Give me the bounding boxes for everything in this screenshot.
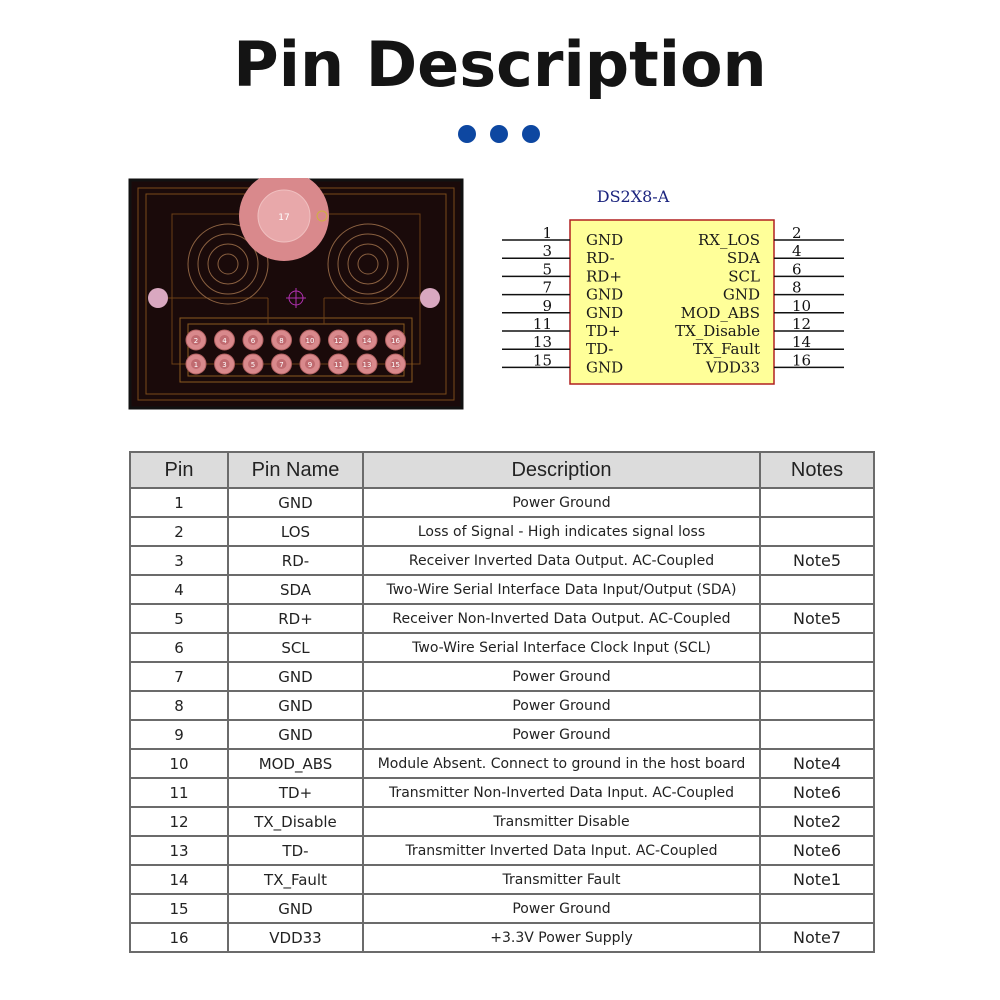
cell-pin-name: GND — [228, 488, 363, 517]
schematic-pin-name: TX_Fault — [692, 340, 760, 359]
cell-pin: 2 — [130, 517, 228, 546]
cell-pin: 16 — [130, 923, 228, 952]
table-row — [130, 894, 874, 923]
cell-notes — [760, 691, 874, 720]
pcb-pad-17-label: 17 — [278, 213, 290, 223]
cell-pin-name: SCL — [228, 633, 363, 662]
cell-pin-name: GND — [228, 691, 363, 720]
cell-pin: 15 — [130, 894, 228, 923]
schematic-pin-name: RD+ — [586, 267, 622, 286]
schematic-pin-name: TD+ — [586, 322, 621, 340]
dot-icon — [522, 125, 540, 143]
dot-icon — [490, 125, 508, 143]
pcb-pad-label: 10 — [305, 337, 315, 345]
cell-notes: Note2 — [760, 807, 874, 836]
cell-pin-name: GND — [228, 894, 363, 923]
schematic-pin-number: 14 — [792, 333, 812, 352]
schematic-pin-number: 15 — [532, 351, 552, 370]
cell-pin: 4 — [130, 575, 228, 604]
cell-pin: 13 — [130, 836, 228, 865]
cell-pin: 14 — [130, 865, 228, 894]
table-row — [130, 575, 874, 604]
cell-notes: Note1 — [760, 865, 874, 894]
table-row — [130, 517, 874, 546]
pcb-pad-label: 12 — [334, 337, 343, 345]
table-row — [130, 633, 874, 662]
pcb-pad-label: 8 — [279, 337, 284, 345]
cell-notes — [760, 894, 874, 923]
table-row — [130, 749, 874, 778]
schematic-pin-name: VDD33 — [706, 358, 760, 377]
schematic-pin-number: 6 — [792, 260, 802, 279]
cell-pin-name: RD+ — [228, 604, 363, 633]
cell-description: Transmitter Disable — [363, 807, 760, 836]
schematic-pin-number: 7 — [542, 278, 552, 297]
cell-notes: Note5 — [760, 604, 874, 633]
schematic-pin-name: TD- — [586, 340, 614, 359]
cell-description: Power Ground — [363, 662, 760, 691]
schematic-pin-number: 8 — [792, 278, 802, 297]
table-row — [130, 923, 874, 952]
cell-notes — [760, 517, 874, 546]
table-row — [130, 836, 874, 865]
schematic-pin-name: GND — [586, 231, 624, 249]
pcb-pad-label: 3 — [222, 361, 227, 369]
schematic-pin-number: 1 — [542, 224, 552, 242]
pcb-pad-label: 11 — [334, 361, 343, 369]
cell-pin: 1 — [130, 488, 228, 517]
pcb-pad-label: 6 — [250, 337, 256, 345]
cell-description: Power Ground — [363, 894, 760, 923]
cell-pin: 8 — [130, 691, 228, 720]
schematic-pin-name: GND — [586, 285, 624, 304]
cell-pin: 11 — [130, 778, 228, 807]
cell-pin-name: TD- — [228, 836, 363, 865]
header-pin: Pin — [130, 452, 228, 488]
table-row — [130, 488, 874, 517]
cell-description: Receiver Inverted Data Output. AC-Coupled — [363, 546, 760, 575]
table-row — [130, 604, 874, 633]
cell-pin: 7 — [130, 662, 228, 691]
schematic-pin-name: MOD_ABS — [680, 303, 760, 322]
cell-pin-name: VDD33 — [228, 923, 363, 952]
schematic-pin-number: 3 — [542, 242, 552, 261]
table-row — [130, 662, 874, 691]
table-row — [130, 691, 874, 720]
schematic-pin-number: 16 — [792, 351, 812, 370]
cell-description: Power Ground — [363, 488, 760, 517]
cell-pin: 10 — [130, 749, 228, 778]
cell-pin-name: GND — [228, 662, 363, 691]
cell-pin: 9 — [130, 720, 228, 749]
cell-pin-name: TX_Disable — [228, 807, 363, 836]
page-title: Pin Description — [233, 28, 767, 101]
cell-description: Power Ground — [363, 691, 760, 720]
schematic-pin-name: SCL — [728, 267, 760, 286]
table-row — [130, 720, 874, 749]
cell-notes: Note6 — [760, 836, 874, 865]
pcb-pad-label: 2 — [193, 337, 199, 345]
pcb-pad-label: 14 — [362, 337, 372, 345]
schematic-pin-name: GND — [586, 358, 624, 377]
pcb-pad-label: 1 — [193, 361, 199, 369]
cell-description: Power Ground — [363, 720, 760, 749]
cell-notes — [760, 720, 874, 749]
schematic-pin-number: 5 — [542, 260, 552, 279]
schematic-pin-number: 13 — [532, 333, 552, 352]
pcb-pad-label: 5 — [250, 361, 256, 369]
pcb-pad-label: 4 — [222, 337, 227, 345]
schematic-pin-number: 4 — [792, 242, 802, 261]
pcb-pad-label: 16 — [391, 337, 400, 345]
cell-notes — [760, 633, 874, 662]
cell-description: Module Absent. Connect to ground in the host board — [363, 749, 760, 778]
cell-notes — [760, 575, 874, 604]
schematic-pin-number: 12 — [792, 315, 812, 333]
table-header-row — [130, 452, 874, 488]
cell-notes: Note5 — [760, 546, 874, 575]
cell-description: Transmitter Non-Inverted Data Input. AC-Coupled — [363, 778, 760, 807]
dot-icon — [458, 125, 476, 143]
title-dots-divider — [458, 125, 542, 145]
cell-description: Transmitter Fault — [363, 865, 760, 894]
table-row — [130, 865, 874, 894]
cell-notes: Note6 — [760, 778, 874, 807]
schematic-pin-name: GND — [722, 285, 760, 304]
cell-pin-name: LOS — [228, 517, 363, 546]
table-row — [130, 546, 874, 575]
header-description: Description — [363, 452, 760, 488]
schematic-symbol — [498, 182, 858, 392]
cell-notes: Note4 — [760, 749, 874, 778]
schematic-pin-name: GND — [586, 303, 624, 322]
cell-pin-name: TX_Fault — [228, 865, 363, 894]
cell-pin: 3 — [130, 546, 228, 575]
schematic-pin-number: 9 — [542, 296, 552, 315]
cell-pin-name: SDA — [228, 575, 363, 604]
pcb-pad-label: 13 — [362, 361, 372, 369]
table-row — [130, 807, 874, 836]
cell-description: Two-Wire Serial Interface Clock Input (SCL) — [363, 633, 760, 662]
cell-notes: Note7 — [760, 923, 874, 952]
schematic-pin-name: RD- — [586, 249, 615, 268]
cell-pin: 12 — [130, 807, 228, 836]
schematic-pin-number: 11 — [532, 315, 552, 333]
cell-pin: 6 — [130, 633, 228, 662]
pin-description-table — [129, 451, 875, 953]
header-pin-name: Pin Name — [228, 452, 363, 488]
cell-notes — [760, 662, 874, 691]
table-row — [130, 778, 874, 807]
cell-pin-name: TD+ — [228, 778, 363, 807]
cell-description: Transmitter Inverted Data Input. AC-Coupled — [363, 836, 760, 865]
schematic-pin-number: 2 — [792, 224, 802, 242]
cell-pin-name: RD- — [228, 546, 363, 575]
cell-pin-name: GND — [228, 720, 363, 749]
cell-pin: 5 — [130, 604, 228, 633]
pcb-pad-label: 15 — [391, 361, 400, 369]
cell-description: Loss of Signal - High indicates signal loss — [363, 517, 760, 546]
schematic-pin-name: TX_Disable — [675, 322, 760, 340]
schematic-pin-name: SDA — [726, 249, 760, 268]
cell-pin-name: MOD_ABS — [228, 749, 363, 778]
schematic-pin-name: RX_LOS — [697, 231, 760, 249]
schematic-pin-number: 10 — [792, 296, 812, 315]
schematic-part-name: DS2X8-A — [596, 187, 670, 206]
cell-description: +3.3V Power Supply — [363, 923, 760, 952]
header-notes: Notes — [760, 452, 874, 488]
cell-notes — [760, 488, 874, 517]
pcb-footprint-image — [128, 178, 464, 410]
cell-description: Receiver Non-Inverted Data Output. AC-Coupled — [363, 604, 760, 633]
pcb-pad-label: 7 — [279, 361, 284, 369]
cell-description: Two-Wire Serial Interface Data Input/Output (SDA) — [363, 575, 760, 604]
pcb-pad-label: 9 — [307, 361, 313, 369]
